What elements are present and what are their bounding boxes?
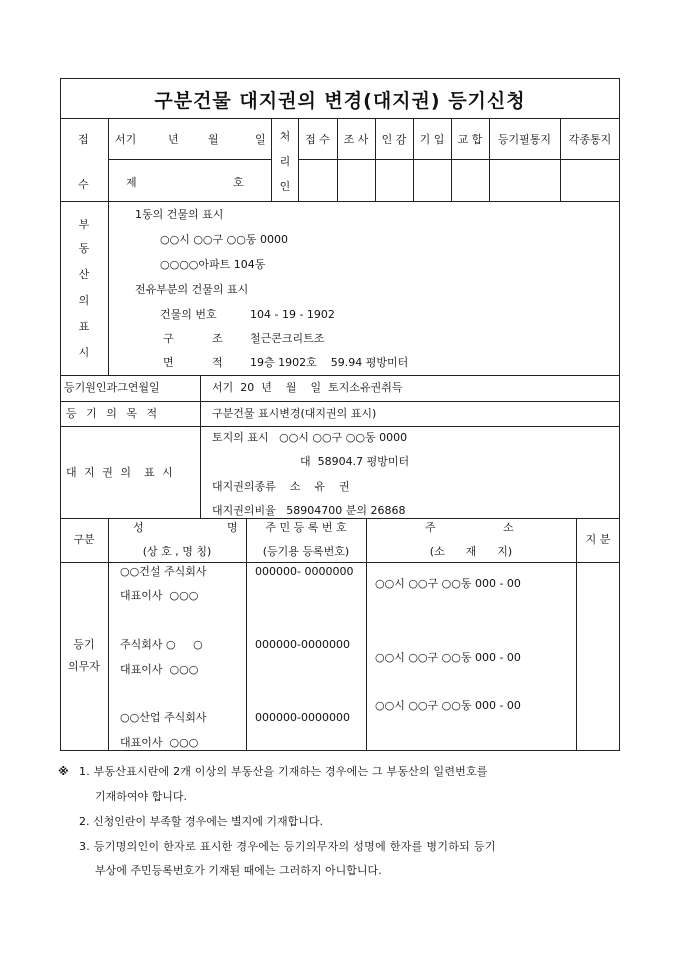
- party-3-name: ○○산업 주식회사: [120, 711, 207, 724]
- party-1-representative: 대표이사 ○○○: [120, 589, 199, 602]
- rule-v-property: [108, 201, 109, 375]
- purpose-value: 구분건물 표시변경(대지권의 표시): [212, 407, 377, 420]
- unit-number-value: 104 - 19 - 1902: [250, 308, 335, 321]
- rule-stamp-mid: [298, 159, 620, 160]
- receipt-label-jeop: 접: [78, 133, 89, 146]
- party-2-id: 000000-0000000: [255, 638, 350, 651]
- purpose-label: 등 기 의 목 적: [66, 407, 161, 420]
- land-line-1: 토지의 표시 ○○시 ○○구 ○○동 0000: [212, 431, 408, 444]
- rule-v-stamp3: [413, 118, 414, 201]
- cause-value: 서기 20 년 월 일 토지소유권취득: [212, 381, 403, 394]
- building-address: ○○시 ○○구 ○○동 0000: [160, 233, 288, 246]
- party-header-name-1: 성: [133, 521, 144, 534]
- receipt-date-year: 년: [168, 133, 179, 146]
- note-1-line-2: 기재하여야 합니다.: [95, 790, 188, 803]
- stamp-header-gyohap: 교 합: [457, 133, 483, 146]
- property-label-1: 부: [78, 218, 90, 231]
- property-label-4: 의: [78, 294, 90, 307]
- property-label-5: 표: [78, 320, 90, 333]
- rule-v-stamp1: [337, 118, 338, 201]
- unit-title: 전유부분의 건물의 표시: [135, 283, 249, 296]
- processor-char-1: 처: [279, 130, 291, 143]
- rule-v-label-col: [200, 375, 201, 518]
- party-header-addr-1: 주: [425, 521, 436, 534]
- receipt-number-prefix: 제: [126, 176, 137, 189]
- rule-v-stamp4: [451, 118, 452, 201]
- land-line-2: 대 58904.7 평방미터: [300, 455, 410, 468]
- rule-title: [60, 118, 620, 119]
- rule-cause-bottom: [60, 401, 620, 402]
- party-header-share: 지 분: [585, 533, 611, 546]
- area-label-1: 면: [163, 356, 174, 369]
- note-1-line-1: 1. 부동산표시란에 2개 이상의 부동산을 기재하는 경우에는 그 부동산의 일련번호를: [79, 765, 488, 778]
- rule-v-party-addr: [576, 518, 577, 751]
- party-3-address: ○○시 ○○구 ○○동 000 - 00: [375, 699, 521, 712]
- building-apartment: ○○○○아파트 104동: [160, 258, 266, 271]
- party-header-id-sub: (등기용 등록번호): [262, 545, 350, 558]
- receipt-label-su: 수: [78, 178, 89, 191]
- party-header-name-sub: (상 호 , 명 칭): [142, 545, 212, 558]
- party-3-representative: 대표이사 ○○○: [120, 736, 199, 749]
- note-2: 2. 신청인란이 부족할 경우에는 별지에 기재합니다.: [79, 815, 323, 828]
- structure-label-2: 조: [212, 332, 223, 345]
- notes-mark: ※: [58, 765, 69, 778]
- rule-v-stamp2: [375, 118, 376, 201]
- structure-label-1: 구: [163, 332, 174, 345]
- party-header-id: 주 민 등 록 번 호: [265, 521, 347, 534]
- building-title: 1동의 건물의 표시: [135, 208, 224, 221]
- rule-v-receipt: [108, 118, 109, 201]
- party-2-address: ○○시 ○○구 ○○동 000 - 00: [375, 651, 521, 664]
- stamp-header-completion-notice: 등기필통지: [497, 133, 552, 146]
- rule-purpose-bottom: [60, 426, 620, 427]
- area-label-2: 적: [212, 356, 223, 369]
- party-1-id: 000000- 0000000: [255, 565, 354, 578]
- land-line-4: 대지권의비율 58904700 분의 26868: [212, 504, 406, 517]
- party-role-1: 등기: [73, 638, 95, 651]
- property-label-2: 동: [78, 242, 90, 255]
- receipt-number-suffix: 호: [233, 176, 244, 189]
- rule-receipt-bottom: [60, 201, 620, 202]
- cause-label: 등기원인과그연월일: [64, 381, 160, 394]
- note-3-line-1: 3. 등기명의인이 한자로 표시한 경우에는 등기의무자의 성명에 한자를 병기하되 등기: [79, 840, 496, 853]
- rule-v-processor-l: [271, 118, 272, 201]
- form-title: 구분건물 대지권의 변경(대지권) 등기신청: [154, 90, 526, 112]
- stamp-header-various-notice: 각종통지: [568, 133, 612, 146]
- structure-value: 철근콘크리트조: [250, 332, 325, 345]
- stamp-header-giip: 기 입: [419, 133, 445, 146]
- property-label-3: 산: [78, 268, 90, 281]
- rule-party-header-bottom: [60, 562, 620, 563]
- receipt-date-day: 일: [255, 133, 266, 146]
- stamp-header-josa: 조 사: [343, 133, 369, 146]
- rule-property-bottom: [60, 375, 620, 376]
- property-label-6: 시: [78, 346, 90, 359]
- party-header-gubun: 구분: [73, 533, 95, 546]
- rule-land-bottom: [60, 518, 620, 519]
- party-header-name-2: 명: [227, 521, 238, 534]
- land-line-3: 대지권의종류 소 유 권: [212, 480, 350, 493]
- processor-char-2: 리: [279, 155, 291, 168]
- party-role-2: 의무자: [68, 660, 100, 673]
- party-header-addr-2: 소: [503, 521, 514, 534]
- unit-number-label: 건물의 번호: [160, 308, 217, 321]
- receipt-date-era: 서기: [115, 133, 137, 146]
- stamp-header-ingam: 인 감: [381, 133, 407, 146]
- party-2-representative: 대표이사 ○○○: [120, 663, 199, 676]
- party-3-id: 000000-0000000: [255, 711, 350, 724]
- stamp-header-jeopsu: 접 수: [305, 133, 330, 146]
- rule-v-stamp6: [560, 118, 561, 201]
- rule-v-processor-r: [298, 118, 299, 201]
- party-1-name: ○○건설 주식회사: [120, 565, 207, 578]
- party-1-address: ○○시 ○○구 ○○동 000 - 00: [375, 577, 521, 590]
- note-3-line-2: 부상에 주민등록번호가 기재된 때에는 그러하지 아니합니다.: [95, 864, 382, 877]
- party-2-name: 주식회사 ○ ○: [120, 638, 203, 651]
- receipt-date-month: 월: [208, 133, 219, 146]
- rule-receipt-mid: [108, 159, 271, 160]
- party-header-addr-sub: (소 재 지): [429, 545, 513, 558]
- rule-v-stamp5: [489, 118, 490, 201]
- land-label: 대 지 권 의 표 시: [66, 466, 175, 479]
- area-value: 19층 1902호 59.94 평방미터: [250, 356, 409, 369]
- processor-char-3: 인: [279, 180, 291, 193]
